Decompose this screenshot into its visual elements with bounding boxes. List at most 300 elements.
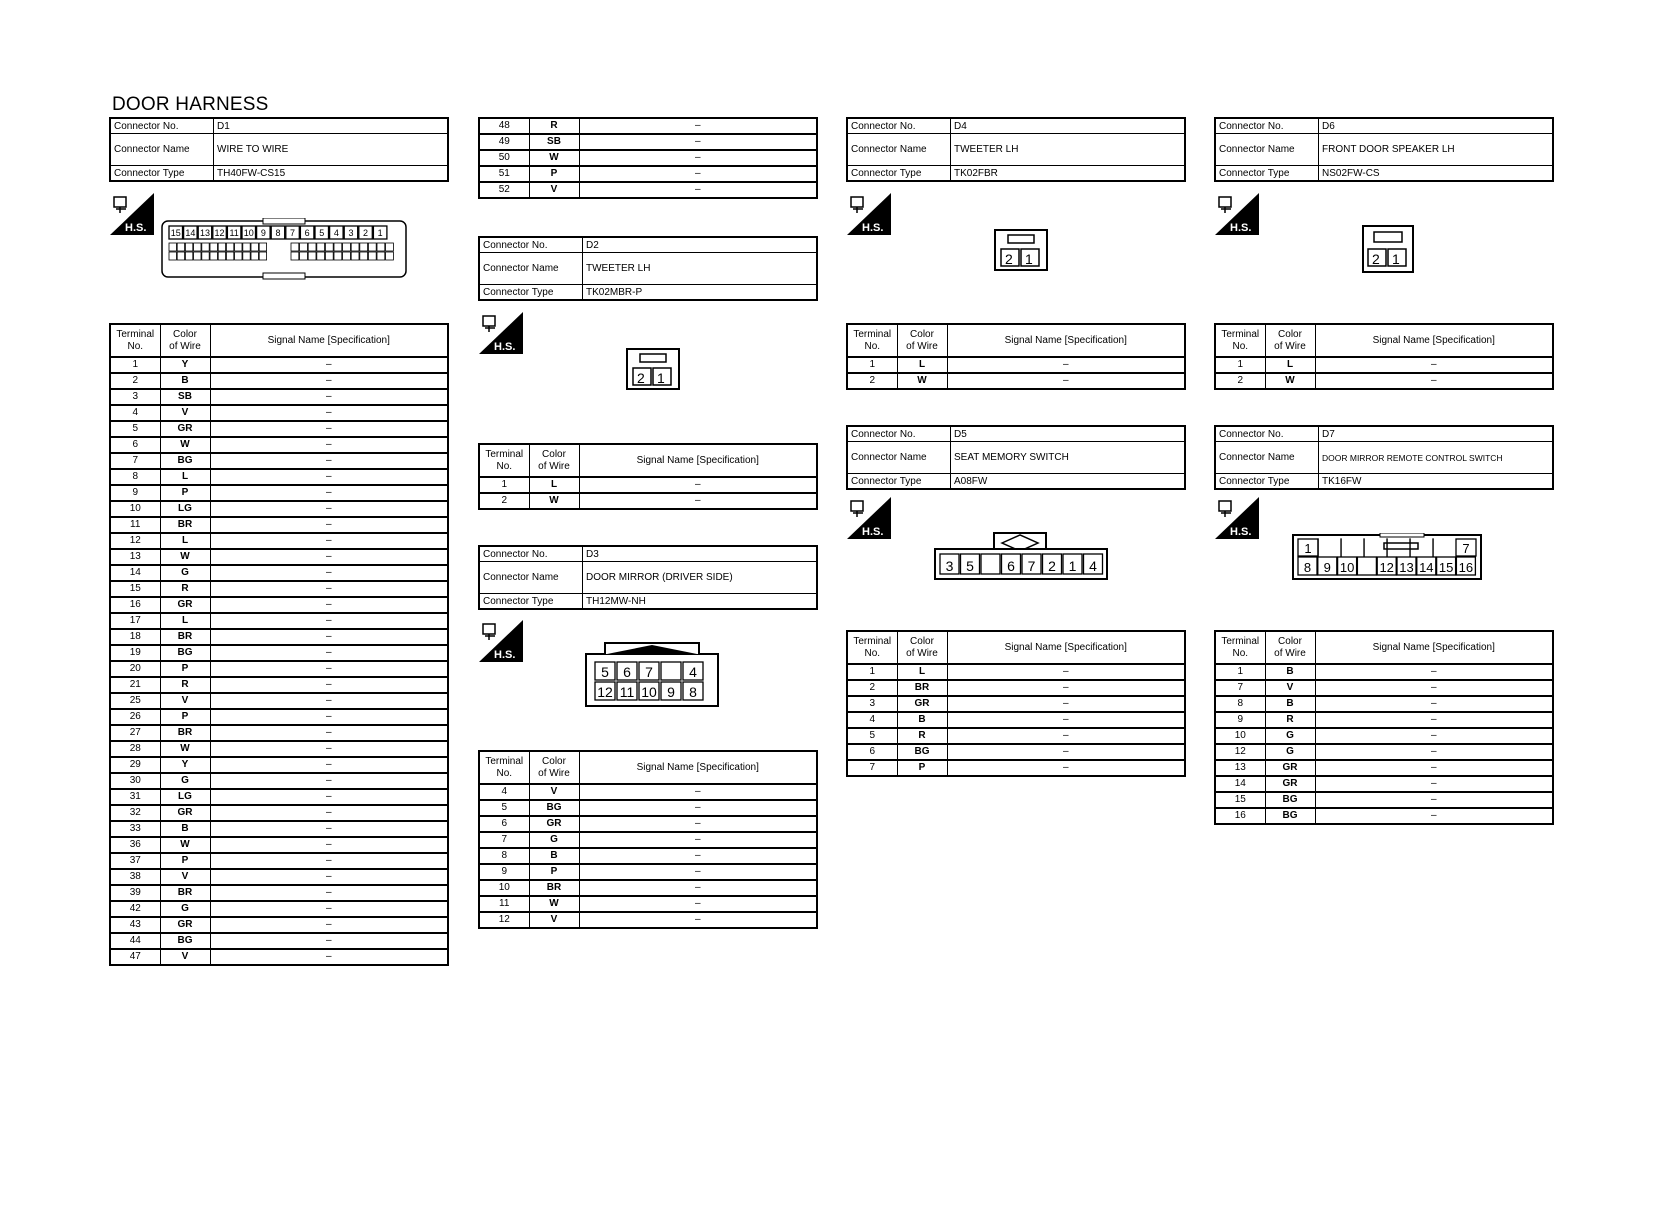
signal-name-cell: – (210, 693, 448, 709)
signal-name-cell: – (210, 677, 448, 693)
wire-color-cell: W (529, 493, 579, 509)
signal-name-header: Signal Name [Specification] (1315, 631, 1553, 664)
terminal-no-cell: 5 (110, 421, 160, 437)
wire-color-cell: GR (160, 805, 210, 821)
connector-name-value: TWEETER LH (951, 134, 1186, 166)
wire-color-cell: V (160, 869, 210, 885)
wire-color-cell: GR (1265, 760, 1315, 776)
table-row (479, 134, 817, 150)
connector-name-label: Connector Name (110, 134, 214, 166)
d1-pin-table (109, 323, 449, 966)
signal-name-cell: – (210, 789, 448, 805)
terminal-no-cell: 21 (110, 677, 160, 693)
terminal-no-cell: 2 (1215, 373, 1265, 389)
table-row (110, 421, 448, 437)
pin-label: 15 (1438, 560, 1454, 575)
signal-name-cell: – (210, 757, 448, 773)
terminal-no-cell: 31 (110, 789, 160, 805)
connector-no-value: D2 (583, 237, 818, 253)
terminal-no-cell: 30 (110, 773, 160, 789)
terminal-no-cell: 2 (847, 373, 897, 389)
connector-type-value: TK02FBR (951, 166, 1186, 182)
pin-label: 7 (1027, 558, 1036, 574)
connector-name-value: TWEETER LH (583, 253, 818, 285)
table-row (1215, 760, 1553, 776)
terminal-no-cell: 6 (847, 744, 897, 760)
table-row (110, 645, 448, 661)
connector-no-label: Connector No. (1215, 118, 1319, 134)
pin-label: 7 (1462, 541, 1470, 556)
pin-label: 10 (243, 228, 254, 238)
signal-name-cell: – (947, 728, 1185, 744)
wire-color-cell: BG (160, 645, 210, 661)
terminal-no-cell: 8 (110, 469, 160, 485)
connector-name-label: Connector Name (1215, 442, 1319, 474)
connector-type-label: Connector Type (1215, 474, 1319, 490)
table-row (110, 725, 448, 741)
connector-type-label: Connector Type (1215, 166, 1319, 182)
signal-name-cell: – (210, 741, 448, 757)
terminal-no-cell: 7 (479, 832, 529, 848)
terminal-no-cell: 16 (1215, 808, 1265, 824)
signal-name-cell: – (210, 805, 448, 821)
terminal-no-header: Terminal No. (479, 751, 529, 784)
connector-no-value: D5 (951, 426, 1186, 442)
wire-color-cell: P (897, 760, 947, 776)
wire-color-cell: P (160, 485, 210, 501)
connector-no-value: D4 (951, 118, 1186, 134)
wire-color-cell: G (1265, 728, 1315, 744)
signal-name-cell: – (1315, 808, 1553, 824)
d7-connector-face (1292, 533, 1482, 581)
signal-name-cell: – (579, 864, 817, 880)
table-row (110, 773, 448, 789)
terminal-no-cell: 3 (110, 389, 160, 405)
table-row (479, 896, 817, 912)
terminal-no-cell: 10 (1215, 728, 1265, 744)
terminal-no-cell: 17 (110, 613, 160, 629)
signal-name-cell: – (579, 182, 817, 198)
pin-label: 8 (1303, 560, 1312, 575)
connector-no-value: D1 (214, 118, 449, 134)
connector-no-label: Connector No. (1215, 426, 1319, 442)
connector-no-label: Connector No. (479, 237, 583, 253)
pin-label: 9 (1323, 560, 1331, 575)
table-row (110, 565, 448, 581)
wire-color-cell: BG (897, 744, 947, 760)
table-row (1215, 808, 1553, 824)
d1-pin-table-continued (478, 117, 818, 199)
table-row (847, 357, 1185, 373)
d4-pin-table (846, 323, 1186, 390)
d5-info-table (846, 425, 1186, 490)
signal-name-cell: – (1315, 712, 1553, 728)
signal-name-cell: – (1315, 680, 1553, 696)
table-row (479, 493, 817, 509)
wire-color-cell: L (897, 357, 947, 373)
table-row (479, 477, 817, 493)
connector-name-value: FRONT DOOR SPEAKER LH (1319, 134, 1554, 166)
signal-name-cell: – (579, 493, 817, 509)
d6-connector-face (1362, 225, 1414, 273)
wire-color-cell: V (160, 405, 210, 421)
pin-label: 7 (290, 228, 296, 238)
pin-label: 11 (229, 228, 239, 238)
wire-color-cell: L (160, 613, 210, 629)
wire-color-cell: P (529, 166, 579, 182)
signal-name-cell: – (579, 150, 817, 166)
signal-name-cell: – (947, 680, 1185, 696)
terminal-no-header: Terminal No. (1215, 631, 1265, 664)
hs-icon (1215, 497, 1259, 539)
signal-name-cell: – (210, 373, 448, 389)
terminal-no-cell: 49 (479, 134, 529, 150)
wire-color-cell: BG (160, 933, 210, 949)
wire-color-cell: R (897, 728, 947, 744)
table-row (110, 613, 448, 629)
pin-label: 16 (1458, 560, 1474, 575)
d2-info-table (478, 236, 818, 301)
terminal-no-cell: 44 (110, 933, 160, 949)
table-row (110, 597, 448, 613)
table-row (1215, 712, 1553, 728)
wire-color-cell: V (160, 949, 210, 965)
pin-label: 1 (1025, 251, 1033, 267)
table-row (110, 949, 448, 965)
hs-label: H.S. (1230, 526, 1252, 538)
signal-name-cell: – (210, 917, 448, 933)
pin-label: 5 (966, 558, 974, 574)
table-row (110, 437, 448, 453)
color-of-wire-header: Color of Wire (1265, 324, 1315, 357)
table-row (479, 912, 817, 928)
terminal-no-cell: 9 (479, 864, 529, 880)
wire-color-cell: P (160, 709, 210, 725)
terminal-no-cell: 37 (110, 853, 160, 869)
d3-pin-table (478, 750, 818, 929)
table-row (847, 696, 1185, 712)
terminal-no-cell: 52 (479, 182, 529, 198)
d4-connector-face (994, 229, 1048, 271)
terminal-no-header: Terminal No. (1215, 324, 1265, 357)
wire-color-cell: Y (160, 757, 210, 773)
terminal-no-cell: 43 (110, 917, 160, 933)
wire-color-cell: R (160, 677, 210, 693)
signal-name-cell: – (1315, 744, 1553, 760)
wire-color-cell: LG (160, 501, 210, 517)
signal-name-header: Signal Name [Specification] (579, 751, 817, 784)
terminal-no-cell: 13 (1215, 760, 1265, 776)
table-row (110, 709, 448, 725)
signal-name-cell: – (579, 880, 817, 896)
table-row (110, 805, 448, 821)
table-row (110, 693, 448, 709)
terminal-no-cell: 12 (1215, 744, 1265, 760)
table-row (479, 118, 817, 134)
terminal-no-header: Terminal No. (847, 631, 897, 664)
pin-label: 8 (275, 228, 281, 238)
signal-name-cell: – (947, 760, 1185, 776)
signal-name-cell: – (210, 437, 448, 453)
signal-name-cell: – (1315, 664, 1553, 680)
wire-color-cell: B (529, 848, 579, 864)
d1-info-table (109, 117, 449, 182)
table-row (110, 405, 448, 421)
signal-name-cell: – (210, 565, 448, 581)
wire-color-cell: GR (160, 597, 210, 613)
wire-color-cell: V (529, 912, 579, 928)
wire-color-cell: BR (160, 725, 210, 741)
terminal-no-cell: 8 (479, 848, 529, 864)
signal-name-cell: – (210, 357, 448, 373)
wire-color-cell: V (1265, 680, 1315, 696)
pin-label: 6 (304, 228, 310, 238)
pin-label: 9 (260, 228, 266, 238)
wire-color-cell: SB (529, 134, 579, 150)
table-row (479, 848, 817, 864)
table-row (110, 485, 448, 501)
terminal-no-cell: 4 (110, 405, 160, 421)
terminal-no-cell: 9 (1215, 712, 1265, 728)
table-row (847, 664, 1185, 680)
signal-name-header: Signal Name [Specification] (947, 324, 1185, 357)
terminal-no-cell: 15 (1215, 792, 1265, 808)
pin-label: 1 (1068, 558, 1077, 574)
table-row (110, 533, 448, 549)
hs-icon (1215, 193, 1259, 235)
hs-label: H.S. (1230, 222, 1252, 234)
table-row (110, 373, 448, 389)
d3-info-table (478, 545, 818, 610)
table-row (1215, 664, 1553, 680)
hs-icon (479, 620, 523, 662)
terminal-no-cell: 15 (110, 581, 160, 597)
terminal-no-cell: 48 (479, 118, 529, 134)
signal-name-cell: – (210, 661, 448, 677)
signal-name-cell: – (210, 613, 448, 629)
pin-label: 13 (199, 228, 210, 238)
color-of-wire-header: Color of Wire (160, 324, 210, 357)
connector-type-label: Connector Type (479, 285, 583, 301)
table-row (110, 517, 448, 533)
table-row (110, 741, 448, 757)
d5-connector-face (934, 531, 1108, 581)
signal-name-cell: – (210, 949, 448, 965)
pin-label: 12 (214, 228, 225, 238)
signal-name-cell: – (210, 405, 448, 421)
pin-label: 9 (667, 684, 675, 700)
signal-name-cell: – (579, 816, 817, 832)
connector-no-label: Connector No. (479, 546, 583, 562)
wire-color-cell: BR (897, 680, 947, 696)
table-row (479, 182, 817, 198)
table-row (110, 661, 448, 677)
terminal-no-cell: 33 (110, 821, 160, 837)
signal-name-cell: – (210, 597, 448, 613)
d4-info-table (846, 117, 1186, 182)
table-row (479, 864, 817, 880)
signal-name-cell: – (1315, 728, 1553, 744)
wire-color-cell: GR (160, 917, 210, 933)
terminal-no-cell: 7 (1215, 680, 1265, 696)
terminal-no-cell: 8 (1215, 696, 1265, 712)
terminal-no-cell: 2 (110, 373, 160, 389)
table-row (1215, 792, 1553, 808)
pin-label: 14 (185, 228, 196, 238)
signal-name-cell: – (1315, 760, 1553, 776)
terminal-no-cell: 11 (110, 517, 160, 533)
table-row (479, 166, 817, 182)
pin-label: 5 (319, 228, 325, 238)
connector-no-label: Connector No. (110, 118, 214, 134)
table-row (479, 150, 817, 166)
hs-label: H.S. (862, 526, 884, 538)
table-row (1215, 744, 1553, 760)
pin-label: 2 (1005, 251, 1013, 267)
terminal-no-cell: 25 (110, 693, 160, 709)
pin-label: 4 (689, 664, 697, 680)
signal-name-header: Signal Name [Specification] (1315, 324, 1553, 357)
terminal-no-cell: 14 (1215, 776, 1265, 792)
terminal-no-cell: 10 (110, 501, 160, 517)
terminal-no-cell: 1 (110, 357, 160, 373)
signal-name-cell: – (210, 853, 448, 869)
signal-name-cell: – (1315, 792, 1553, 808)
d6-info-table (1214, 117, 1554, 182)
connector-type-label: Connector Type (847, 474, 951, 490)
terminal-no-cell: 26 (110, 709, 160, 725)
table-row (479, 880, 817, 896)
terminal-no-cell: 18 (110, 629, 160, 645)
table-row (110, 677, 448, 693)
table-row (110, 901, 448, 917)
wire-color-cell: GR (1265, 776, 1315, 792)
connector-type-value: TK16FW (1319, 474, 1554, 490)
terminal-no-cell: 6 (479, 816, 529, 832)
table-row (110, 821, 448, 837)
table-row (110, 933, 448, 949)
terminal-no-header: Terminal No. (847, 324, 897, 357)
connector-name-label: Connector Name (479, 253, 583, 285)
terminal-no-cell: 39 (110, 885, 160, 901)
terminal-no-cell: 27 (110, 725, 160, 741)
terminal-no-cell: 1 (479, 477, 529, 493)
signal-name-cell: – (210, 501, 448, 517)
signal-name-cell: – (1315, 373, 1553, 389)
terminal-no-cell: 10 (479, 880, 529, 896)
table-row (847, 744, 1185, 760)
signal-name-cell: – (210, 421, 448, 437)
terminal-no-cell: 3 (847, 696, 897, 712)
signal-name-cell: – (579, 784, 817, 800)
terminal-no-cell: 42 (110, 901, 160, 917)
table-row (479, 816, 817, 832)
table-row (1215, 728, 1553, 744)
table-row (847, 728, 1185, 744)
hs-icon (110, 193, 154, 235)
connector-type-value: A08FW (951, 474, 1186, 490)
signal-name-cell: – (210, 517, 448, 533)
table-row (110, 917, 448, 933)
terminal-no-cell: 2 (847, 680, 897, 696)
terminal-no-cell: 4 (479, 784, 529, 800)
pin-label: 10 (641, 684, 657, 700)
signal-name-cell: – (579, 134, 817, 150)
connector-type-label: Connector Type (847, 166, 951, 182)
connector-no-label: Connector No. (847, 118, 951, 134)
pin-label: 2 (1372, 251, 1380, 267)
color-of-wire-header: Color of Wire (897, 631, 947, 664)
wire-color-cell: V (529, 182, 579, 198)
table-row (110, 501, 448, 517)
table-row (847, 373, 1185, 389)
pin-label: 2 (637, 370, 645, 386)
pin-label: 4 (1089, 558, 1097, 574)
pin-label: 1 (1304, 541, 1312, 556)
wire-color-cell: P (160, 661, 210, 677)
color-of-wire-header: Color of Wire (529, 444, 579, 477)
wire-color-cell: BR (529, 880, 579, 896)
terminal-no-cell: 38 (110, 869, 160, 885)
pin-label: 1 (657, 370, 665, 386)
pin-label: 6 (623, 664, 631, 680)
terminal-no-cell: 36 (110, 837, 160, 853)
signal-name-cell: – (210, 389, 448, 405)
hs-icon (847, 497, 891, 539)
terminal-no-cell: 32 (110, 805, 160, 821)
table-row (847, 712, 1185, 728)
signal-name-cell: – (210, 821, 448, 837)
terminal-no-cell: 1 (1215, 664, 1265, 680)
wire-color-cell: V (160, 693, 210, 709)
pin-label: 12 (1379, 560, 1394, 575)
signal-name-cell: – (947, 712, 1185, 728)
table-row (110, 757, 448, 773)
pin-label: 3 (348, 228, 354, 238)
table-row (479, 832, 817, 848)
signal-name-header: Signal Name [Specification] (210, 324, 448, 357)
signal-name-cell: – (210, 933, 448, 949)
wire-color-cell: G (529, 832, 579, 848)
terminal-no-cell: 1 (1215, 357, 1265, 373)
table-row (110, 789, 448, 805)
wire-color-cell: GR (529, 816, 579, 832)
table-row (110, 853, 448, 869)
connector-no-label: Connector No. (847, 426, 951, 442)
d7-info-table (1214, 425, 1554, 490)
pin-label: 2 (1048, 558, 1056, 574)
signal-name-cell: – (579, 477, 817, 493)
terminal-no-cell: 1 (847, 357, 897, 373)
color-of-wire-header: Color of Wire (1265, 631, 1315, 664)
pin-label: 5 (601, 664, 609, 680)
connector-name-value: SEAT MEMORY SWITCH (951, 442, 1186, 474)
terminal-no-cell: 14 (110, 565, 160, 581)
hs-label: H.S. (862, 222, 884, 234)
wire-color-cell: B (160, 373, 210, 389)
wire-color-cell: G (160, 901, 210, 917)
terminal-no-cell: 47 (110, 949, 160, 965)
signal-name-cell: – (210, 533, 448, 549)
signal-name-cell: – (1315, 357, 1553, 373)
wire-color-cell: BG (160, 453, 210, 469)
wire-color-cell: R (529, 118, 579, 134)
wire-color-cell: BR (160, 885, 210, 901)
connector-no-value: D3 (583, 546, 818, 562)
signal-name-cell: – (579, 832, 817, 848)
signal-name-cell: – (947, 744, 1185, 760)
table-row (110, 469, 448, 485)
